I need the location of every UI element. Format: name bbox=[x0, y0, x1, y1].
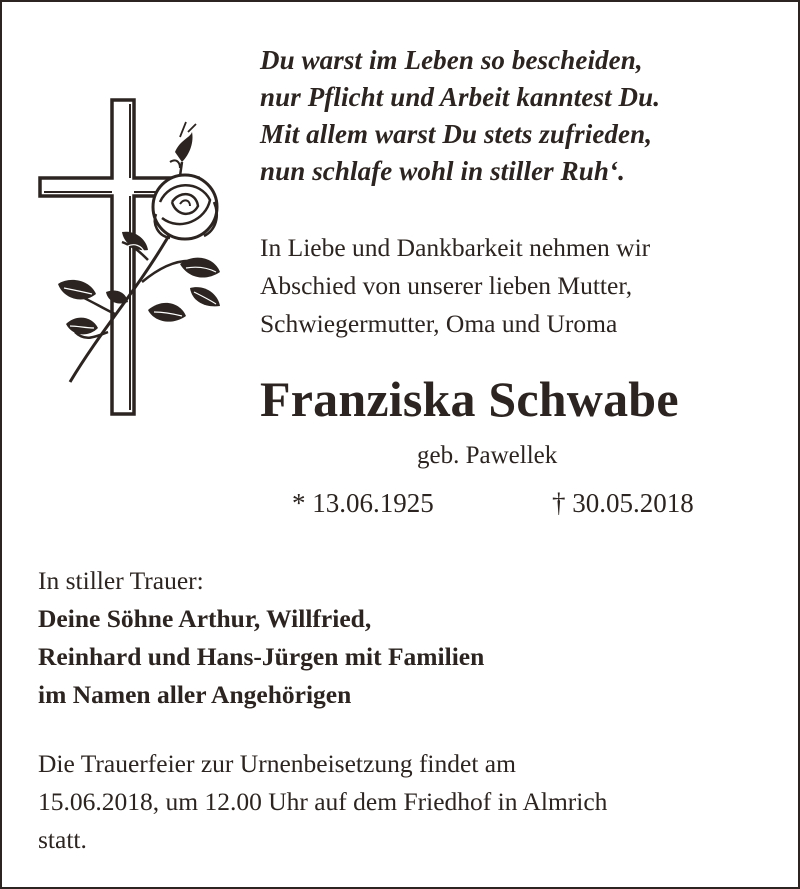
mourners-line: Deine Söhne Arthur, Willfried, bbox=[38, 604, 372, 633]
funeral-service-info bbox=[38, 745, 607, 859]
poem-line: nun schlafe wohl in stiller Ruh‘. bbox=[260, 156, 625, 186]
mourners-line: Reinhard und Hans-Jürgen mit Familien bbox=[38, 642, 485, 671]
mourners-heading: In stiller Trauer: bbox=[38, 566, 204, 595]
mourners-block bbox=[38, 562, 484, 714]
farewell-line: Abschied von unserer lieben Mutter, bbox=[260, 271, 633, 300]
death-date: † 30.05.2018 bbox=[552, 488, 694, 518]
farewell-text bbox=[260, 229, 650, 343]
service-line: 15.06.2018, um 12.00 Uhr auf dem Friedhof in Almrich bbox=[38, 787, 608, 816]
deceased-name: Franziska Schwabe bbox=[260, 371, 679, 427]
service-line: Die Trauerfeier zur Urnenbeisetzung findet am bbox=[38, 749, 516, 778]
poem-line: Mit allem warst Du stets zufrieden, bbox=[260, 119, 653, 149]
birth-date: * 13.06.1925 bbox=[292, 488, 434, 518]
cross-with-rose-icon bbox=[30, 92, 240, 422]
poem bbox=[260, 42, 660, 190]
poem-line: nur Pflicht und Arbeit kanntest Du. bbox=[260, 82, 661, 112]
maiden-name: geb. Pawellek bbox=[417, 442, 558, 469]
farewell-line: Schwiegermutter, Oma und Uroma bbox=[260, 309, 618, 338]
farewell-line: In Liebe und Dankbarkeit nehmen wir bbox=[260, 233, 651, 262]
service-line: statt. bbox=[38, 825, 87, 854]
poem-line: Du warst im Leben so bescheiden, bbox=[260, 45, 643, 75]
mourners-line: im Namen aller Angehörigen bbox=[38, 680, 352, 709]
